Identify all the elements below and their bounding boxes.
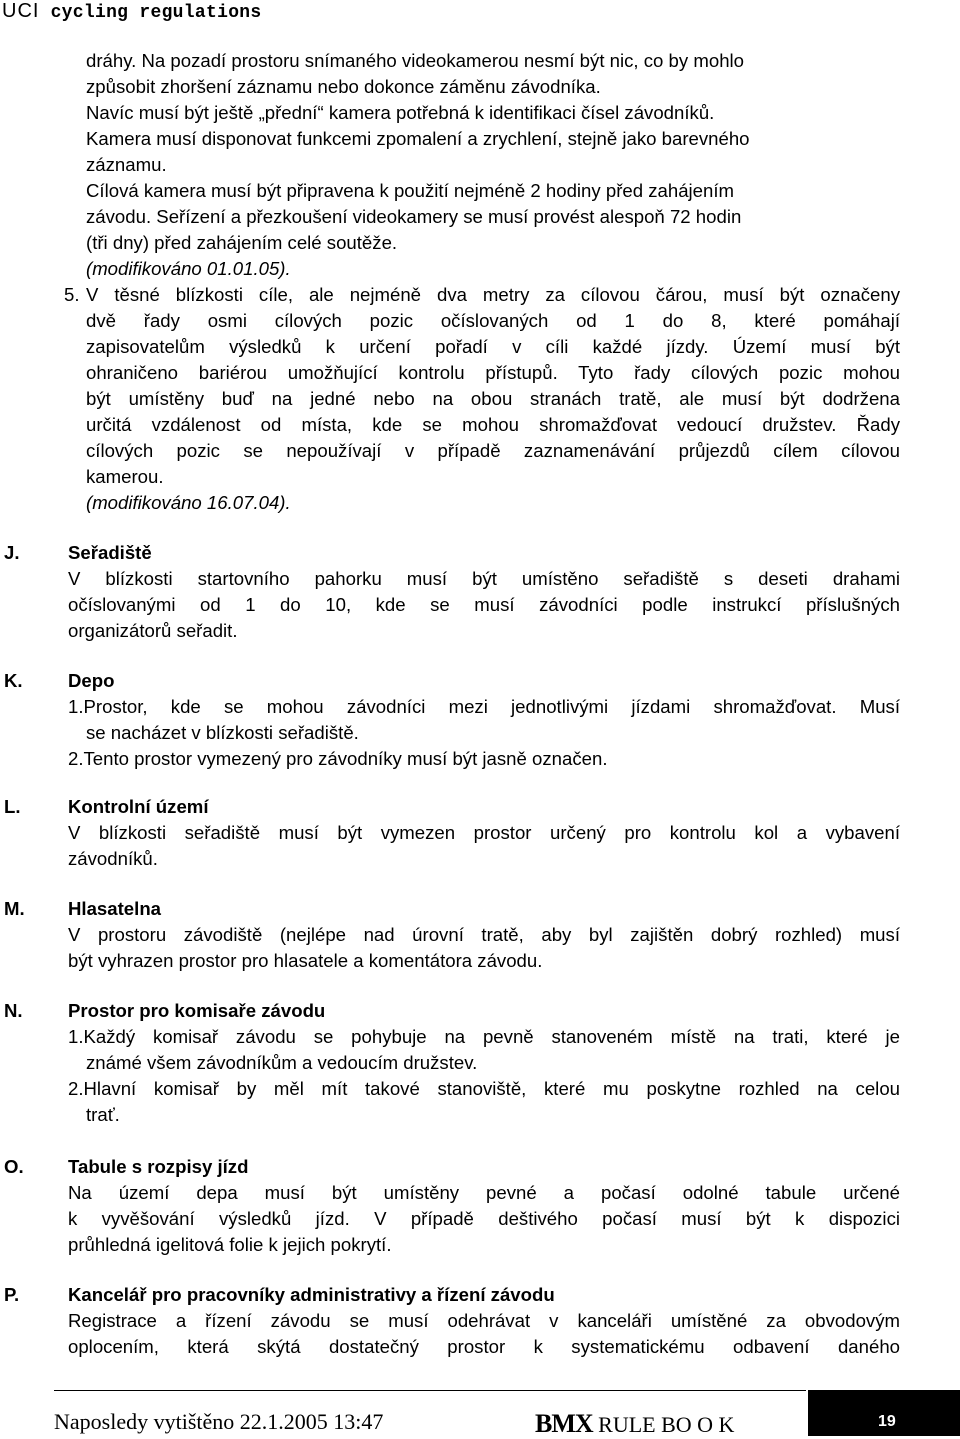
paragraph-line: být vyhrazen prostor pro hlasatele a komentátora závodu. (68, 950, 543, 971)
paragraph-line: způsobit zhoršení záznamu nebo dokonce záměnu závodníka. (86, 76, 601, 97)
paragraph-line: 2.Tento prostor vymezený pro závodníky musí být jasně označen. (68, 748, 608, 769)
paragraph-line: určitá vzdálenost od místa, kde se mohou shromažďovat vedoucí družstev. Řady (86, 414, 900, 435)
page-number: 19 (878, 1413, 896, 1430)
section-letter-m: M. (4, 898, 25, 919)
paragraph-line: dvě řady osmi cílových pozic očíslovaných od 1 do 8, které pomáhají (86, 310, 900, 331)
header-uci: UCI (2, 0, 40, 22)
footer-divider (54, 1390, 806, 1391)
modified-note: (modifikováno 01.01.05). (86, 258, 291, 279)
paragraph-line: 1.Prostor, kde se mohou závodníci mezi jednotlivými jízdami shromažďovat. Musí (68, 696, 900, 717)
paragraph-line: být umístěny buď na jedné nebo na obou stranách tratě, ale musí být dodržena (86, 388, 900, 409)
paragraph-line: trať. (86, 1104, 120, 1125)
modified-note: (modifikováno 16.07.04). (86, 492, 291, 513)
paragraph-line: průhledná igelitová folie k jejich pokrytí. (68, 1234, 392, 1255)
item-number: 5. (64, 284, 80, 305)
paragraph-line: Na území depa musí být umístěny pevné a počasí odolné tabule určené (68, 1182, 900, 1203)
footer-rulebook: RULE BO O K (598, 1412, 735, 1437)
section-title-m: Hlasatelna (68, 898, 162, 919)
section-letter-k: K. (4, 670, 23, 691)
running-header (2, 0, 262, 23)
section-title-n: Prostor pro komisaře závodu (68, 1000, 326, 1021)
paragraph-line: k vyvěšování výsledků jízd. V případě deštivého počasí musí být k dispozici (68, 1208, 900, 1229)
footer-printed-date: Naposledy vytištěno 22.1.2005 13:47 (54, 1409, 384, 1434)
paragraph-line: známé všem závodníkům a vedoucím družstev. (86, 1052, 478, 1073)
section-letter-o: O. (4, 1156, 24, 1177)
paragraph-line: kamerou. (86, 466, 164, 487)
paragraph-line: oplocením, která skýtá dostatečný prostor k systematickému odbavení daného (68, 1336, 900, 1357)
paragraph-line: Kamera musí disponovat funkcemi zpomalení a zrychlení, stejně jako barevného (86, 128, 750, 149)
paragraph-line: 1.Každý komisař závodu se pohybuje na pevně stanoveném místě na trati, které je (68, 1026, 900, 1047)
paragraph-line: se nacházet v blízkosti seřadiště. (86, 722, 359, 743)
paragraph-line: V blízkosti seřadiště musí být vymezen prostor určený pro kontrolu kol a vybavení (68, 822, 900, 843)
paragraph-line: závodu. Seřízení a přezkoušení videokamery se musí provést alespoň 72 hodin (86, 206, 742, 227)
paragraph-line: V blízkosti startovního pahorku musí být umístěno seřadiště s deseti drahami (68, 568, 900, 589)
section-title-o: Tabule s rozpisy jízd (68, 1156, 249, 1177)
section-title-k: Depo (68, 670, 115, 691)
paragraph-line: Cílová kamera musí být připravena k použití nejméně 2 hodiny před zahájením (86, 180, 735, 201)
paragraph-line: dráhy. Na pozadí prostoru snímaného videokamerou nesmí být nic, co by mohlo (86, 50, 745, 71)
paragraph-line: ohraničeno bariérou umožňující kontrolu přístupů. Tyto řady cílových pozic mohou (86, 362, 900, 383)
paragraph-line: V prostoru závodiště (nejlépe nad úrovní tratě, aby byl zajištěn dobrý rozhled) musí (68, 924, 900, 945)
paragraph-line: očíslovanými od 1 do 10, kde se musí závodníci podle instrukcí příslušných (68, 594, 900, 615)
paragraph-line: záznamu. (86, 154, 167, 175)
footer-bmx: BMX (535, 1409, 593, 1438)
paragraph-line: V těsné blízkosti cíle, ale nejméně dva metry za cílovou čárou, musí být označeny (86, 284, 900, 305)
paragraph-line: Registrace a řízení závodu se musí odehrávat v kanceláři umístěné za obvodovým (68, 1310, 900, 1331)
section-title-j: Seřadiště (68, 542, 152, 563)
paragraph-line: závodníků. (68, 848, 158, 869)
section-title-l: Kontrolní území (68, 796, 209, 817)
section-letter-n: N. (4, 1000, 23, 1021)
paragraph-line: organizátorů seřadit. (68, 620, 238, 641)
section-letter-p: P. (4, 1284, 20, 1305)
paragraph-line: Navíc musí být ještě „přední“ kamera potřebná k identifikaci čísel závodníků. (86, 102, 715, 123)
section-letter-j: J. (4, 542, 20, 563)
paragraph-line: 2.Hlavní komisař by měl mít takové stanoviště, které mu poskytne rozhled na celou (68, 1078, 900, 1099)
paragraph-line: (tři dny) před zahájením celé soutěže. (86, 232, 398, 253)
paragraph-line: zapisovatelům výsledků k určení pořadí v cíli každé jízdy. Území musí být (86, 336, 900, 357)
section-title-p: Kancelář pro pracovníky administrativy a řízení závodu (68, 1284, 555, 1305)
section-letter-l: L. (4, 796, 21, 817)
header-title: cycling regulations (50, 3, 262, 23)
footer-rulebook-title (535, 1409, 734, 1439)
paragraph-line: cílových pozic se nepoužívají v případě zaznamenávání průjezdů cílem cílovou (86, 440, 900, 461)
